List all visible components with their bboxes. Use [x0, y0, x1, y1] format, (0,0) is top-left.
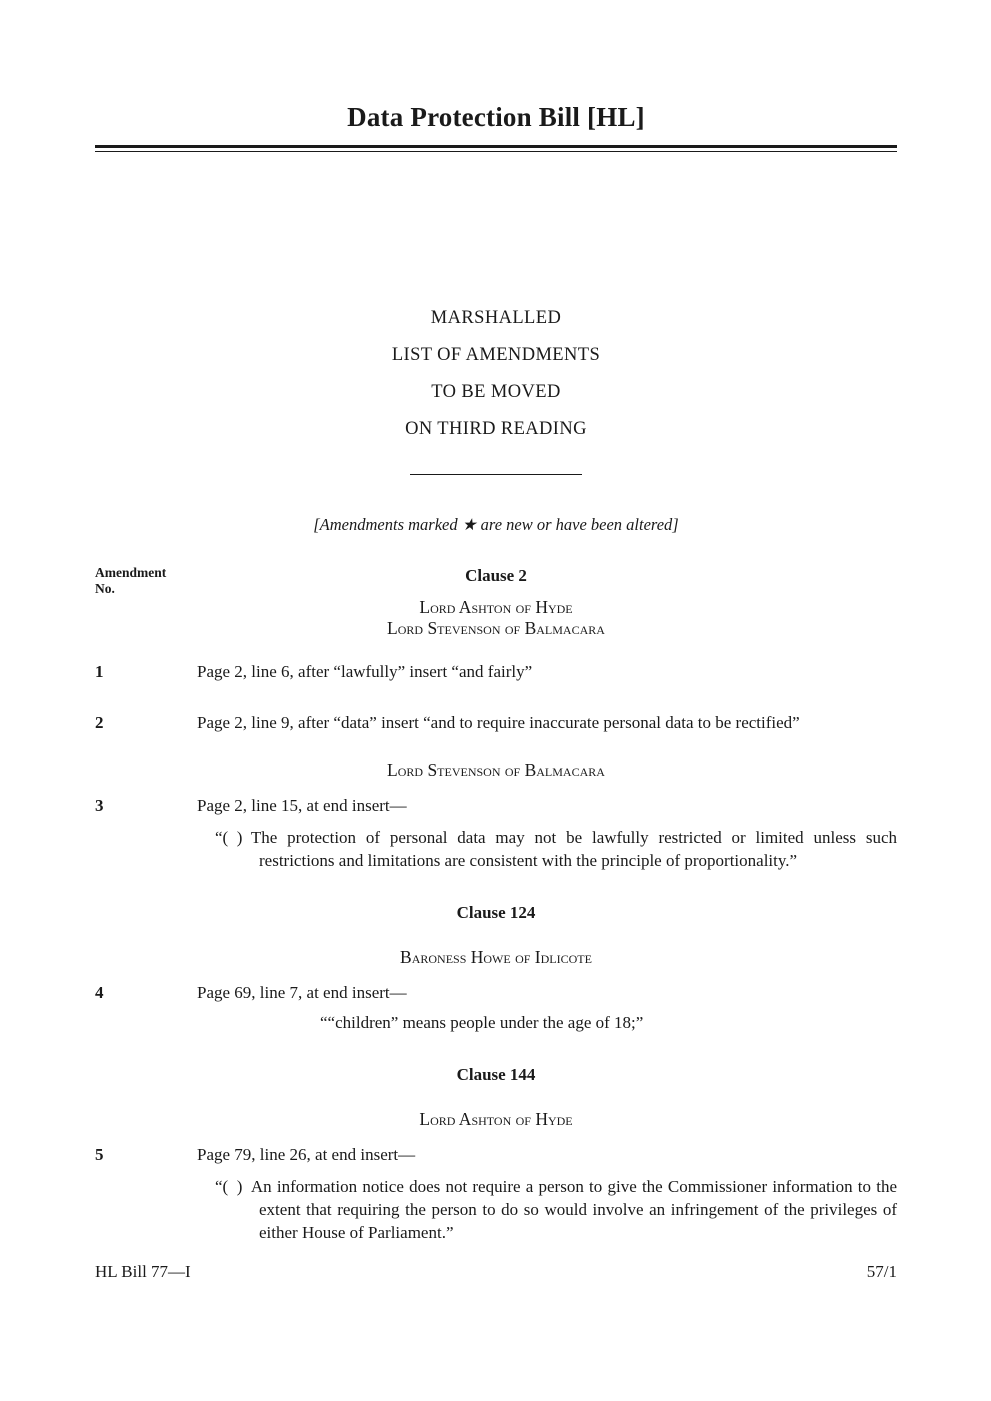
- amendment-2-text: Page 2, line 9, after “data” insert “and to require inaccurate personal data to be rectified”: [197, 713, 800, 732]
- page-footer: [95, 1262, 897, 1282]
- heading-line-on-third-reading: ON THIRD READING: [405, 419, 587, 439]
- heading-line-marshalled: MARSHALLED: [430, 308, 562, 328]
- amendment-3-inserted-text: “( ) The protection of personal data may not be lawfully restricted or limited unless such restrictions and limitations are consistent with the principle of proportionality.”: [215, 828, 897, 870]
- amendment-1-text: Page 2, line 6, after “lawfully” insert “and fairly”: [197, 662, 533, 681]
- amendment-no-label-line1: Amendment: [95, 565, 167, 580]
- clause-144-heading: Clause 144: [456, 1065, 536, 1084]
- amendment-no-label-line2: No.: [95, 581, 115, 596]
- footer-page-ref: 57/1: [866, 1262, 897, 1281]
- document-content: [0, 100, 991, 1244]
- amendment-4-number: 4: [95, 983, 104, 1002]
- heading-line-list-of-amendments: LIST OF AMENDMENTS: [391, 345, 601, 365]
- amendment-1-body: [197, 660, 897, 683]
- amendment-4-inserted-text: ““children” means people under the age of 18;”: [320, 1013, 644, 1032]
- clause-2-header-row: [95, 565, 897, 596]
- amendment-5: [95, 1143, 897, 1244]
- sponsor-lord-stevenson-of-balmacara: Lord Stevenson of Balmacara: [387, 618, 605, 638]
- amendment-3-body: [197, 794, 897, 872]
- amendment-2-body: [197, 711, 897, 734]
- amendment-3: [95, 794, 897, 872]
- sponsor-lord-ashton-of-hyde: Lord Ashton of Hyde: [419, 597, 573, 617]
- separator-rule: [410, 474, 582, 475]
- amendment-5-inserted-text: “( ) An information notice does not require a person to give the Commissioner information to the extent that requiring the person to do so would involve an infringement of the privileges of either House of Parliament.”: [215, 1177, 897, 1242]
- amendment-2-number: 2: [95, 713, 104, 732]
- clause-124-heading: Clause 124: [456, 903, 536, 922]
- amendment-3-number: 3: [95, 796, 104, 815]
- title-double-rule: [95, 145, 897, 152]
- footer-bill-number: HL Bill 77—I: [95, 1262, 191, 1281]
- amendment-5-number: 5: [95, 1145, 104, 1164]
- amendment-no-column-label: [95, 565, 166, 597]
- amendment-3-text: Page 2, line 15, at end insert—: [197, 796, 407, 815]
- amendment-4: [95, 981, 897, 1034]
- amendment-5-body: [197, 1143, 897, 1244]
- amendments-marked-note: [Amendments marked ★ are new or have been altered]: [313, 515, 679, 534]
- heading-line-to-be-moved: TO BE MOVED: [431, 382, 561, 402]
- amendment-1: [95, 660, 897, 683]
- sponsor-lord-stevenson-of-balmacara-2: Lord Stevenson of Balmacara: [387, 760, 605, 780]
- page-title: Data Protection Bill [HL]: [347, 102, 645, 132]
- amendment-5-text: Page 79, line 26, at end insert—: [197, 1145, 416, 1164]
- amendment-2: [95, 711, 897, 734]
- heading-block: [95, 300, 897, 448]
- amendment-1-number: 1: [95, 662, 104, 681]
- amendment-4-text: Page 69, line 7, at end insert—: [197, 983, 407, 1002]
- clause-2-heading: Clause 2: [465, 566, 527, 585]
- sponsor-lord-ashton-of-hyde-2: Lord Ashton of Hyde: [419, 1109, 573, 1129]
- sponsor-baroness-howe-of-idlicote: Baroness Howe of Idlicote: [400, 947, 592, 967]
- amendment-4-body: [197, 981, 897, 1034]
